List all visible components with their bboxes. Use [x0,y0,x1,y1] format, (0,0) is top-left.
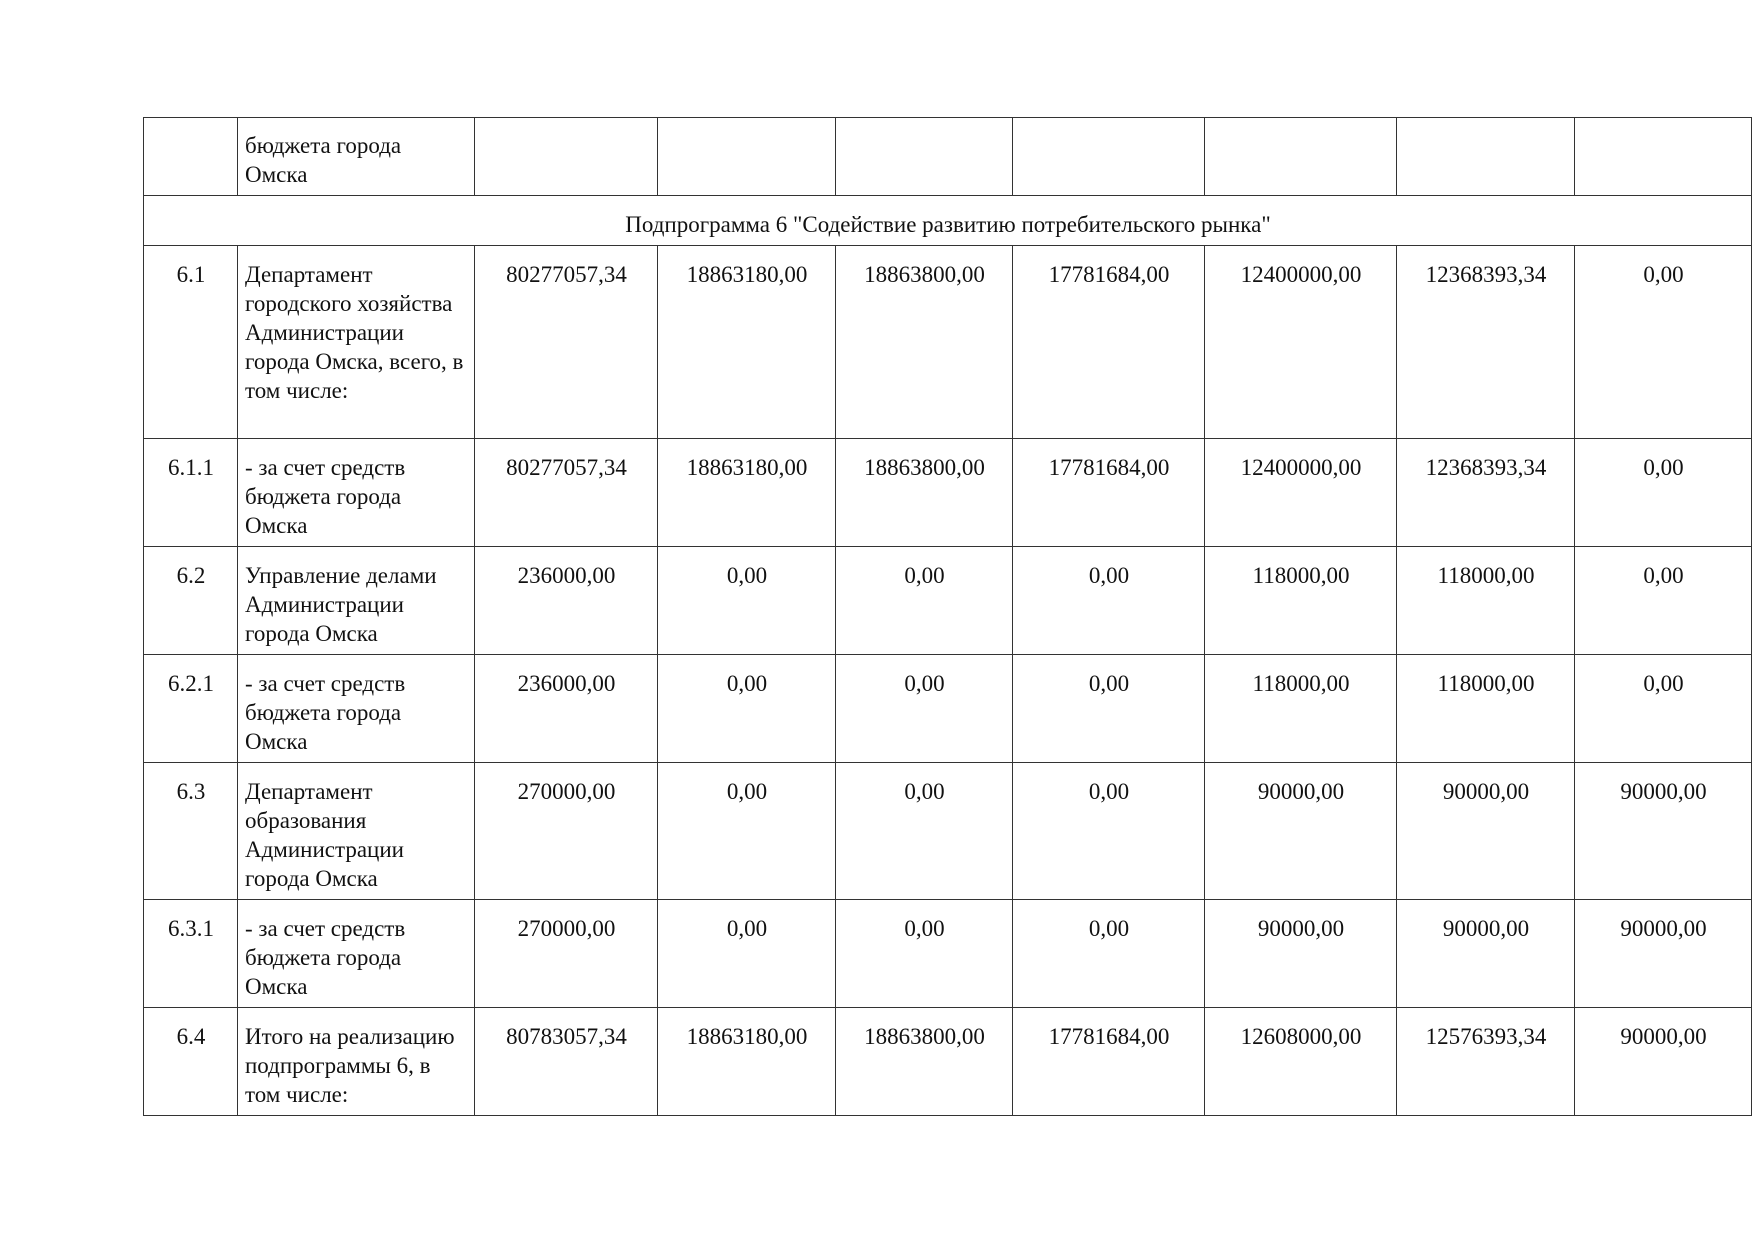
value-cell: 236000,00 [475,655,658,763]
value-cell: 0,00 [658,547,836,655]
value-cell: 270000,00 [475,763,658,900]
row-name-cell: бюджета города Омска [238,118,475,196]
row-name-cell: - за счет средств бюджета города Омска [238,900,475,1008]
value-cell: 80277057,34 [475,439,658,547]
value-cell: 0,00 [836,900,1013,1008]
table-row [144,1008,1752,1116]
value-cell: 0,00 [836,763,1013,900]
value-cell: 17781684,00 [1013,246,1205,439]
row-code-cell [144,118,238,196]
table-row [144,547,1752,655]
table-row [144,246,1752,439]
row-name-cell: Департамент городского хозяйства Администрации города Омска, всего, в том числе: [238,246,475,439]
row-name-cell: Департамент образования Администрации города Омска [238,763,475,900]
value-cell: 90000,00 [1397,900,1575,1008]
value-cell: 12400000,00 [1205,246,1397,439]
value-cell: 18863180,00 [658,439,836,547]
value-cell: 17781684,00 [1013,1008,1205,1116]
value-cell: 90000,00 [1397,763,1575,900]
row-code-cell: 6.1.1 [144,439,238,547]
value-cell: 18863180,00 [658,1008,836,1116]
value-cell: 0,00 [658,655,836,763]
row-code-cell: 6.2 [144,547,238,655]
value-cell: 0,00 [1013,655,1205,763]
value-cell [475,118,658,196]
value-cell [658,118,836,196]
value-cell: 18863800,00 [836,439,1013,547]
value-cell [1575,118,1752,196]
value-cell: 0,00 [836,655,1013,763]
table-row [144,655,1752,763]
table-row [144,763,1752,900]
value-cell: 118000,00 [1205,655,1397,763]
section-title: Подпрограмма 6 "Содействие развитию потребительского рынка" [144,196,1752,246]
value-cell: 18863800,00 [836,1008,1013,1116]
budget-table [143,117,1752,1116]
row-code-cell: 6.3 [144,763,238,900]
row-code-cell: 6.2.1 [144,655,238,763]
table-row [144,900,1752,1008]
row-name-cell: - за счет средств бюджета города Омска [238,439,475,547]
value-cell: 118000,00 [1397,547,1575,655]
value-cell [1205,118,1397,196]
value-cell: 270000,00 [475,900,658,1008]
value-cell: 90000,00 [1575,900,1752,1008]
value-cell: 236000,00 [475,547,658,655]
value-cell: 12368393,34 [1397,439,1575,547]
value-cell: 90000,00 [1575,1008,1752,1116]
value-cell: 0,00 [1575,439,1752,547]
value-cell: 0,00 [1013,900,1205,1008]
value-cell: 0,00 [1013,547,1205,655]
value-cell: 80277057,34 [475,246,658,439]
value-cell: 0,00 [1575,547,1752,655]
value-cell: 0,00 [1575,655,1752,763]
row-name-cell: Управление делами Администрации города Омска [238,547,475,655]
row-code-cell: 6.1 [144,246,238,439]
value-cell: 12368393,34 [1397,246,1575,439]
value-cell: 90000,00 [1205,763,1397,900]
value-cell: 17781684,00 [1013,439,1205,547]
value-cell: 12400000,00 [1205,439,1397,547]
row-code-cell: 6.4 [144,1008,238,1116]
table-row [144,118,1752,196]
value-cell: 12576393,34 [1397,1008,1575,1116]
value-cell: 0,00 [658,900,836,1008]
row-name-cell: - за счет средств бюджета города Омска [238,655,475,763]
row-name-cell: Итого на реализацию подпрограммы 6, в том числе: [238,1008,475,1116]
row-code-cell: 6.3.1 [144,900,238,1008]
value-cell: 0,00 [658,763,836,900]
table-row [144,439,1752,547]
value-cell: 0,00 [1575,246,1752,439]
value-cell: 80783057,34 [475,1008,658,1116]
value-cell: 118000,00 [1205,547,1397,655]
value-cell [1013,118,1205,196]
value-cell: 90000,00 [1205,900,1397,1008]
value-cell [1397,118,1575,196]
value-cell: 18863180,00 [658,246,836,439]
value-cell: 18863800,00 [836,246,1013,439]
value-cell [836,118,1013,196]
value-cell: 12608000,00 [1205,1008,1397,1116]
value-cell: 118000,00 [1397,655,1575,763]
value-cell: 90000,00 [1575,763,1752,900]
value-cell: 0,00 [1013,763,1205,900]
section-header-row [144,196,1752,246]
value-cell: 0,00 [836,547,1013,655]
